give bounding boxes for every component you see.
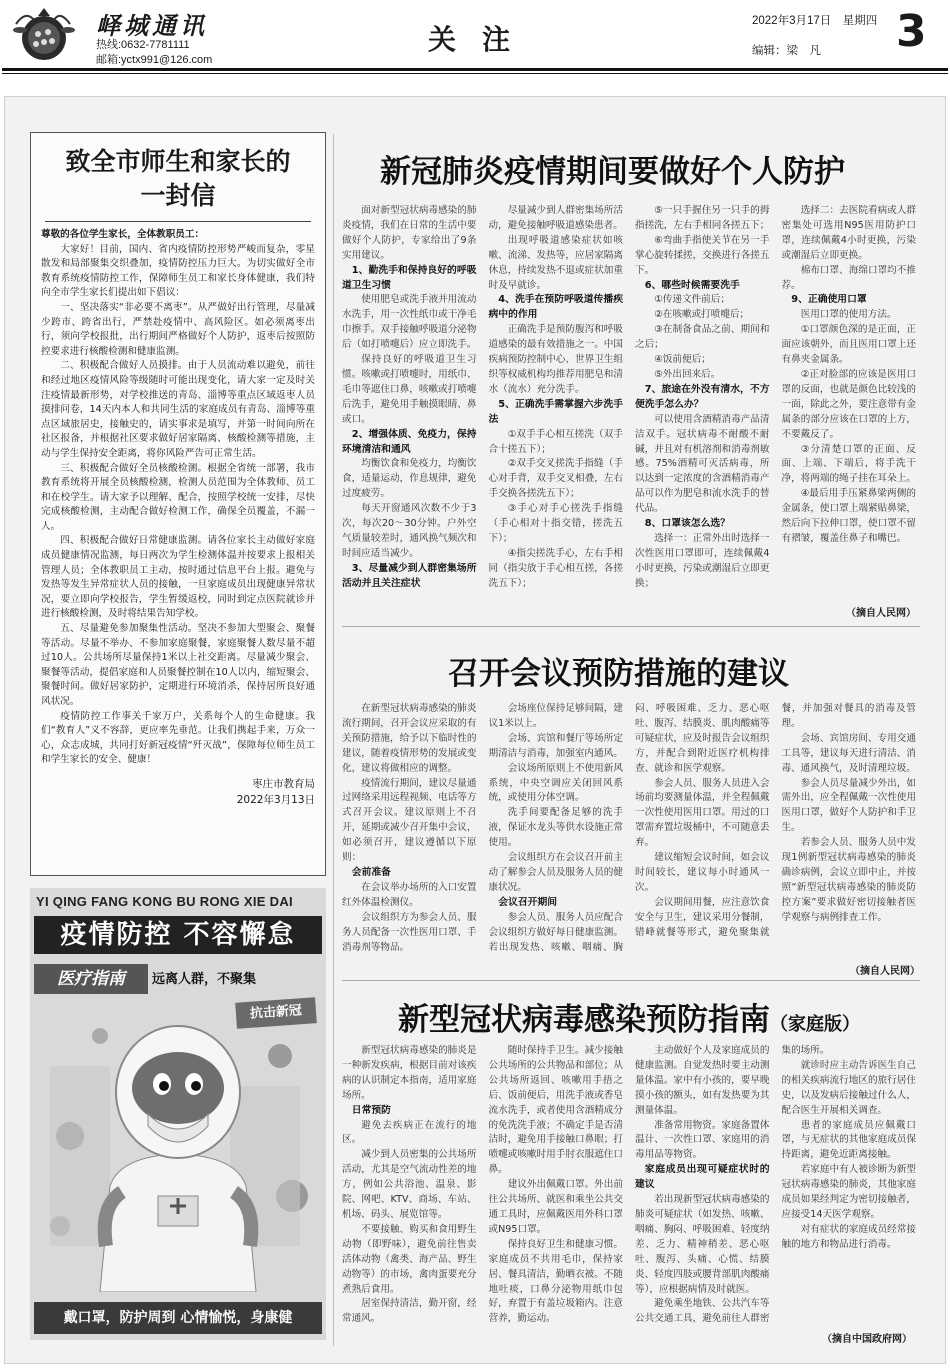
article-subheading: 6、哪些时候需要洗手 — [644, 279, 740, 291]
sign-date: 2022年3月13日 — [236, 793, 315, 806]
article-paragraph: 疫情流行期间，建议尽量通过网络采用远程视频、电话等方式召开会议。建议原则上不召开，延期或减少召开集中会议，如必须召开，建议遵循以下原则： — [342, 777, 477, 864]
article-paragraph: 会议期间用餐，应注意饮食安全与卫生，建议采用分餐制，错峰就餐等形式，避免聚集就餐，并加强对餐具的消毒及管理。 — [635, 703, 916, 938]
article-paragraph: ④指尖搓洗手心，左右手相同（指尖放于手心相互搓，各搓洗五下）； — [488, 547, 623, 589]
article3-source: （摘自中国政府网） — [822, 1334, 912, 1345]
article-paragraph: 会议组织方为参会人员、服务人员配备一次性医用口罩、手消毒剂等物品。 — [342, 911, 477, 953]
article2-source-bottom: （摘自人民网） — [850, 966, 920, 977]
article-paragraph: 保持良好的呼吸道卫生习惯。咳嗽或打喷嚏时，用纸巾、毛巾等遮住口鼻，咳嗽或打喷嚏后洗手，避免用手触摸眼睛、鼻或口。 — [342, 354, 477, 425]
poster-guide-label: 医疗指南 — [34, 964, 148, 994]
page-number: 3 — [896, 6, 927, 57]
article-paragraph: 会场、宾馆房间、专用交通工具等，建议每天进行清洁、消毒、通风换气，及时清理垃圾。 — [781, 732, 916, 774]
article-subheading: 7、旅途在外没有清水，不方便洗手怎么办？ — [635, 383, 770, 410]
poster-banner: 疫情防控 不容懈怠 — [34, 916, 322, 954]
article-paragraph: 减少到人员密集的公共场所活动，尤其是空气流动性差的地方，例如公共浴池、温泉、影院、网吧、KTV、商场、车站、机场、码头、展览馆等。 — [342, 1149, 477, 1220]
letter-paragraph: 一、坚决落实“非必要不离枣”。从严做好出行管理，尽量减少跨市、跨省出行，严禁赴疫情中、高风险区。如必须离枣出行，须向学校报批，出行期间严格做好个人防护，返枣后按照防控要求进行核酸检测和健康监测。 — [41, 301, 315, 357]
letter-title: 致全市师生和家长的 一封信 — [65, 147, 291, 210]
article-paragraph: 参会人员、服务人员进入会场前均要测量体温，并全程佩戴一次性使用医用口罩。用过的口罩需弃置垃圾桶中，不可随意丢弃。 — [635, 777, 770, 849]
article-paragraph: 若家庭中有人被诊断为新型冠状病毒感染的肺炎，其他家庭成员如果经判定为密切接触者，应接受14天医学观察。 — [781, 1164, 916, 1220]
article3-headline — [398, 994, 860, 1039]
article1-headline: 新冠肺炎疫情期间要做好个人防护 — [380, 154, 845, 190]
article-subheading: 5、正确洗手需掌握六步洗手法 — [488, 398, 623, 425]
article-subheading: 3、尽量减少到人群密集场所活动并且关注症状 — [342, 562, 477, 589]
contact-info — [96, 38, 212, 68]
article-paragraph: ⑤外出回来后。 — [654, 368, 721, 380]
article2-headline: 召开会议预防措施的建议 — [448, 656, 789, 692]
article1-body — [342, 204, 916, 612]
article-paragraph: 随时保持手卫生。减少接触公共场所的公共物品和部位；从公共场所返回、咳嗽用手捂之后、饭前便后，用洗手液或香皂流水洗手，或者使用含酒精成分的免洗洗手液；不确定手是否清洁时，避免用手接触口鼻眼；打喷嚏或咳嗽时用手肘衣服遮住口鼻。 — [488, 1045, 623, 1176]
article3-subtitle: （家庭版） — [770, 1014, 860, 1035]
epidemic-poster — [30, 888, 326, 1340]
protective-suit-figure-icon — [30, 996, 326, 1292]
article-paragraph: 不要接触、购买和食用野生动物（即野味），避免前往售卖活体动物（禽类、海产品、野生动物等）的市场，禽肉蛋要充分煮熟后食用。 — [342, 1223, 477, 1295]
article-paragraph: 保持良好卫生和健康习惯。家庭成员不共用毛巾，保持家居、餐具清洁，勤晒衣被。不随地吐痰，口鼻分泌物用纸巾包好，弃置于有盖垃圾箱内。注意营养，勤运动。 — [488, 1238, 623, 1325]
masthead-rule-thin — [2, 73, 948, 74]
newspaper-brand: 峄城通讯 — [96, 11, 208, 40]
article-subheading: 1、勤洗手和保持良好的呼吸道卫生习惯 — [342, 264, 477, 291]
article-paragraph: 出现呼吸道感染症状如咳嗽、流涕、发热等，应居家隔离休息，持续发热不退或症状加重时及早就诊。 — [488, 234, 623, 291]
article-paragraph: 对有症状的家庭成员经常接触的地方和物品进行消毒。 — [781, 1223, 916, 1250]
poster-stamp: 抗击新冠 — [235, 997, 317, 1029]
article-paragraph: 棉布口罩、海绵口罩均不推荐。 — [781, 264, 916, 291]
masthead-rule — [2, 68, 948, 71]
poster-slogan: 远离人群，不聚集 — [152, 972, 257, 987]
article3-title: 新型冠状病毒感染预防指南 — [398, 1002, 770, 1038]
article-paragraph: 会场座位保持足够间隔，建议1米以上。 — [488, 703, 623, 729]
letter-greeting: 尊敬的各位学生家长，全体教职员工： — [41, 229, 205, 240]
article-subheading: 家庭成员出现可疑症状时的建议 — [635, 1164, 770, 1191]
article-subheading: 4、洗手在预防呼吸道传播疾病中的作用 — [488, 294, 623, 321]
column-divider — [333, 134, 334, 1346]
open-letter — [30, 132, 326, 876]
email: 邮箱:yctx991@126.com — [96, 54, 213, 66]
article-subheading: 8、口罩该怎么选？ — [644, 518, 730, 530]
article-paragraph: ②在咳嗽或打喷嚏后； — [654, 309, 750, 321]
article-paragraph: 可以使用含酒精消毒产品清洁双手。冠状病毒不耐酸不耐碱，并且对有机溶剂和消毒剂敏感。75%酒精可灭活病毒，所以达到一定浓度的含酒精消毒产品可以作为肥皂和流水洗手的替代品。 — [635, 413, 770, 515]
article-paragraph: 居室保持清洁，勤开窗，经常通风。 — [342, 1298, 477, 1325]
article-paragraph: ④饭前便后； — [654, 354, 711, 366]
article-paragraph: 洗手间要配备足够的洗手液，保证水龙头等供水设施正常使用。 — [488, 807, 623, 849]
article-subheading: 会前准备 — [351, 866, 391, 878]
article-paragraph: 准备常用物资。家庭备置体温计、一次性口罩、家庭用的消毒用品等物资。 — [635, 1119, 770, 1161]
article-paragraph: ①双手手心相互搓洗（双手合十搓五下）； — [488, 428, 623, 455]
article-paragraph: 若出现新型冠状病毒感染的肺炎可疑症状（如发热、咳嗽、咽痛、胸闷、呼吸困难、轻度纳差、乏力、精神稍差、恶心呕吐、腹泻、头痛、心慌、结膜炎、轻度四肢或腰背部肌肉酸痛等），应根据病情及时就医。 — [635, 1194, 770, 1295]
article-paragraph: 在新型冠状病毒感染的肺炎流行期间，召开会议应采取的有关预防措施，给予以下临时性的建议，随着疫情形势的发展或变化，建议将做相应的调整。 — [342, 703, 477, 774]
article-paragraph: 选择一：正常外出时选择一次性医用口罩即可，连续佩戴4小时更换，污染或潮湿后立即更换； — [635, 532, 770, 589]
article-paragraph: ③在制备食品之前、期间和之后； — [635, 324, 770, 351]
poster-footer: 戴口罩，防护周到 心情愉悦，身康健 — [34, 1302, 322, 1334]
article2-body — [342, 702, 916, 970]
signer: 枣庄市教育局 — [252, 777, 315, 790]
letter-paragraph: 二、积极配合做好人员摸排。由于人员流动难以避免，前往和经过地区疫情风险等级随时可能出现变化，请大家一定及时关注疫情最新形势，对学校推送的青岛、淄博等重点区域返枣人员摸排问卷，14天内本人和共同生活的家庭成员有青岛、淄博等重点区域旅居史，接触史的，请实事求是填写，并第一时间向所在社区报备，并根据社区要求做好居家隔离、核酸检测等措施，主动与学生保持安全距离，将你风险严告可正常生活。 — [41, 360, 315, 459]
editor-credit: 编辑：梁 凡 — [752, 45, 821, 57]
article-paragraph: 选择二：去医院看病或人群密集处可选用N95医用防护口罩，连续佩戴4小时更换，污染或潮湿后立即更换。 — [781, 205, 916, 261]
article-paragraph: ⑤一只手握住另一只手的拇指搓洗，左右手相同各搓五下； — [635, 205, 770, 231]
letter-title-rule — [45, 221, 311, 222]
letter-paragraph: 三、积极配合做好全员核酸检测。根据全省统一部署，我市教育系统将开展全员核酸检测，检测人员范围为全体教师、员工和在校学生。请大家予以理解、配合，按照学校统一安排，尽快完成核酸检测，主动配合做好检测工作，确保全员覆盖，不漏一人。 — [41, 462, 315, 532]
article-subheading: 日常预防 — [351, 1104, 391, 1116]
article-paragraph: 参会人员、服务人员应配合会议组织方做好每日健康监测。若出现发热、咳嗽、咽痛、胸闷、呼吸困难、乏力、恶心呕吐、腹泻、结膜炎、肌肉酸痛等可疑症状，应及时报告会议组织方，并配合到附近医疗机构排查、就诊和医学观察。 — [488, 703, 770, 953]
article-paragraph: ②正对脸部的应该是医用口罩的反面，也就是颜色比较浅的一面，除此之外，要注意带有金属条的部分应该在口罩的上方，不要戴反了。 — [781, 368, 916, 440]
article-paragraph: ③分清楚口罩的正面、反面、上端、下端后，将手洗干净，将两端的绳子挂在耳朵上。 — [781, 443, 916, 485]
article-paragraph: 会议组织方在会议召开前主动了解参会人员及服务人员的健康状况。 — [488, 852, 623, 893]
article-paragraph: 避免乘坐地铁、公共汽车等公共交通工具，避免前往人群密集的场所。 — [635, 1045, 830, 1325]
article-paragraph: ③手心对手心搓洗手指缝（手心相对十指交错，搓洗五下）； — [488, 503, 623, 544]
pomegranate-logo-icon — [8, 4, 78, 66]
article-paragraph: ①传递文件前后； — [654, 294, 730, 306]
article-paragraph: 会议场所原则上不使用新风系统，中央空调应关闭回风系统，或使用分体空调。 — [488, 762, 623, 804]
article-paragraph: 尽量减少到人群密集场所活动，避免接触呼吸道感染患者。 — [488, 205, 623, 231]
letter-paragraph: 疫情防控工作事关千家万户，关系每个人的生命健康。我们“教育人”义不容辞，更应率先垂范。让我们携起手来，万众一心，众志成城，共同打好新冠疫情“歼灭战”，保障每位师生员工和学生家长的安全、健康！ — [41, 710, 315, 766]
article-paragraph: 主动做好个人及家庭成员的健康监测。自觉发热时要主动测量体温。家中有小孩的，要早晚摸小孩的额头，如有发热要为其测量体温。 — [635, 1045, 770, 1116]
article3-body — [342, 1044, 916, 1336]
article-paragraph: 每天开窗通风次数不少于3次，每次20～30分钟。户外空气质量较差时，通风换气频次和时间应适当减少。 — [342, 503, 477, 559]
article-paragraph: 建议外出佩戴口罩。外出前往公共场所、就医和乘坐公共交通工具时，应佩戴医用外科口罩或N95口罩。 — [488, 1179, 623, 1235]
letter-paragraph: 五、尽量避免参加聚集性活动。坚决不参加大型聚会、聚餐等活动。尽量不举办、不参加家庭聚餐，家庭聚餐人数尽量不超过10人。公共场所尽量保持1米以上社交距离。尽量减少聚会、聚餐等活动，提倡家庭和人员聚餐控制在10人以内，缩短聚会、聚餐时间。做好居家防护，定期进行环境消杀，保持居所良好通风状况。 — [41, 623, 315, 707]
article-subheading: 9、正确使用口罩 — [791, 294, 867, 306]
article-paragraph: 若参会人员、服务人员中发现1例新型冠状病毒感染的肺炎确诊病例，会议立即中止，并按照“新型冠状病毒感染的肺炎防控方案”要求做好密切接触者医学观察与病例排查工作。 — [781, 837, 916, 923]
article1-source: （摘自人民网） — [846, 608, 916, 619]
article-paragraph: ⑥弯曲手指使关节在另一手掌心旋转揉搓，交换进行各搓五下。 — [635, 234, 770, 276]
article-paragraph: 避免去疾病正在流行的地区。 — [342, 1119, 477, 1146]
hotline: 热线:0632-7781111 — [96, 39, 190, 51]
article-paragraph: ②双手交叉搓洗手指缝（手心对手背，双手交叉相叠，左右手交换各搓洗五下）； — [488, 458, 623, 500]
article-paragraph: 医用口罩的使用方法。 — [800, 309, 897, 321]
masthead — [0, 0, 950, 74]
letter-paragraph: 大家好！目前，国内、省内疫情防控形势严峻而复杂，零星散发和局部聚集交织叠加，疫情防控压力巨大。为切实做好全市教育系统疫情防控工作，保障师生员工和家长身体健康，我们特向全市学生家长们提出如下倡议： — [41, 243, 315, 299]
article-paragraph: 会场、宾馆和餐厅等场所定期清洁与消毒，加强室内通风。 — [488, 732, 623, 759]
article-paragraph: 参会人员尽量减少外出，如需外出，应全程佩戴一次性使用医用口罩，做好个人防护和手卫生。 — [781, 777, 916, 834]
section-divider — [342, 626, 920, 627]
article-subheading: 会议召开期间 — [498, 896, 558, 908]
section-divider — [342, 980, 920, 981]
article-paragraph: 建议缩短会议时间，如会议时间较长，建议每小时通风一次。 — [635, 852, 770, 893]
article-paragraph: ①口罩颜色深的是正面，正面应该朝外，而且医用口罩上还有鼻夹金属条。 — [781, 324, 916, 366]
article-paragraph: ④最后用手压紧鼻梁两侧的金属条，使口罩上端紧贴鼻梁，然后向下拉伸口罩，使口罩不留有褶皱，覆盖住鼻子和嘴巴。 — [781, 488, 916, 544]
article-subheading: 2、增强体质、免疫力，保持环境清洁和通风 — [342, 428, 477, 455]
article-paragraph: 在会议举办场所的入口安置红外体温检测仪。 — [342, 881, 477, 908]
issue-date: 2022年3月17日 星期四 — [752, 15, 878, 27]
article-paragraph: 新型冠状病毒感染的肺炎是一种新发疾病，根据目前对该疾病的认识制定本指南，适用家庭场所。 — [342, 1045, 477, 1101]
poster-pinyin: YI QING FANG KONG BU RONG XIE DAI — [36, 894, 293, 909]
article-paragraph: 患者的家庭成员应佩戴口罩，与无症状的其他家庭成员保持距离，避免近距离接触。 — [781, 1119, 916, 1161]
letter-signature — [41, 776, 315, 808]
article-paragraph: 正确洗手是预防腹泻和呼吸道感染的最有效措施之一。中国疾病预防控制中心、世界卫生组织等权威机构均推荐用肥皂和清水（流水）充分洗手。 — [488, 324, 623, 395]
article-paragraph: 面对新型冠状病毒感染的肺炎疫情，我们在日常的生活中要做好个人防护，专家给出了9条实用建议。 — [342, 205, 477, 261]
article-paragraph: 均衡饮食和免疫力，均衡饮食，适量运动，作息规律，避免过度疲劳。 — [342, 458, 477, 500]
letter-body — [41, 228, 315, 768]
section-name: 关注 — [428, 23, 537, 56]
letter-paragraph: 四、积极配合做好日常健康监测。请各位家长主动做好家庭成员健康情况监测，每日两次为学生检测体温并按要求上报相关管理人员；全体教职员工主动，按时通过信息平台上报。避免与发热等发生异常症状人员的接触，一旦家庭成员出现健康异常状况，要立即向学校报告，学生暂缓返校，同时到定点医院就诊并进行核酸检测，及时将结果告知学校。 — [41, 535, 315, 620]
article-paragraph: 就诊时应主动告诉医生自己的相关疾病流行地区的旅行居住史，以及发病后接触过什么人，配合医生开展相关调查。 — [781, 1059, 916, 1116]
article-paragraph: 使用肥皂或洗手液并用流动水洗手，用一次性纸巾或干净毛巾擦手。双手接触呼吸道分泌物后（如打喷嚏后）应立即洗手。 — [342, 294, 477, 351]
